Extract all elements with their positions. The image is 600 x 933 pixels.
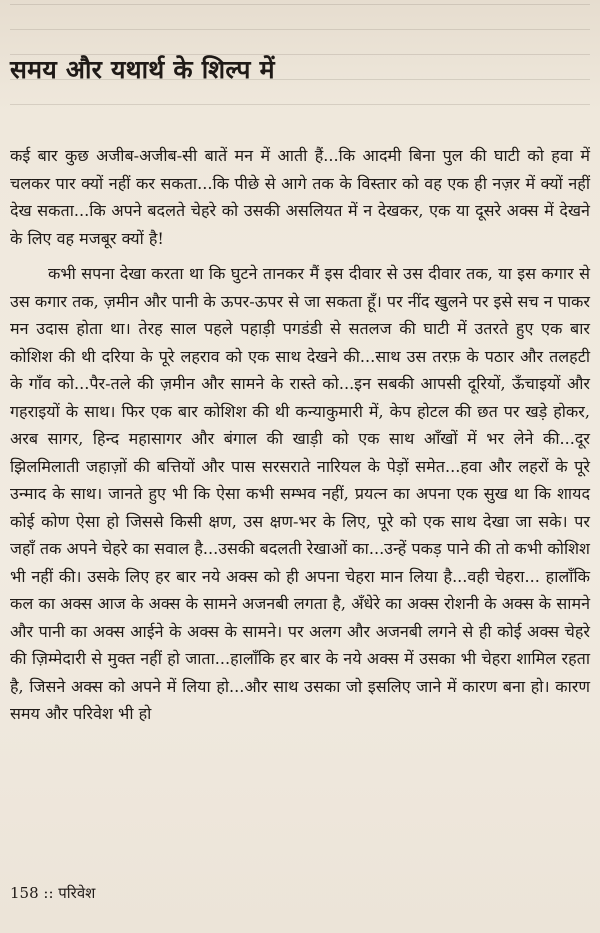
- chapter-title: समय और यथार्थ के शिल्प में: [10, 55, 275, 84]
- paragraph-1: कई बार कुछ अजीब-अजीब-सी बातें मन में आती हैं...कि आदमी बिना पुल की घाटी को हवा में चलकर पार क्यों नहीं कर सकता...कि पीछे से आगे तक के विस्तार को वह एक ही नज़र में क्यों नहीं देख सकता...कि अपने बदलते चेहरे को उसकी असलियत में न देखकर, एक या दूसरे अक्स में देखने के लिए वह मजबूर क्यों है!: [10, 146, 590, 248]
- body-text: [10, 142, 590, 728]
- paragraph-2: कभी सपना देखा करता था कि घुटने तानकर मैं इस दीवार से उस दीवार तक, या इस कगार से उस कगार तक, ज़मीन और पानी के ऊपर-ऊपर से जा सकता हूँ। पर नींद खुलने पर इसे सच न पाकर मन उदास होता था। तेरह साल पहले पहाड़ी पगडंडी से सतलज की घाटी में उतरते हुए एक बार कोशिश की थी दरिया के पूरे लहराव को एक साथ देखने की...साथ उस तरफ़ के पठार और तलहटी के गाँव को...पैर-तले की ज़मीन और सामने के रास्ते को...इन सबकी आपसी दूरियों, ऊँचाइयों और गहराइयों के साथ। फिर एक बार कोशिश की थी कन्याकुमारी में, केप होटल की छत पर खड़े होकर, अरब सागर, हिन्द महासागर और बंगाल की खाड़ी को एक साथ आँखों में भर लेने की...दूर झिलमिलाती जहाज़ों की बत्तियों और पास सरसराते नारियल के पेड़ों समेत...हवा और लहरों के पूरे उन्माद के साथ। जानते हुए भी कि ऐसा कभी सम्भव नहीं, प्रयत्न का अपना एक सुख था कि शायद कोई कोण ऐसा हो जिससे किसी क्षण, उस क्षण-भर के लिए, पूरे को एक साथ देखा जा सके। पर जहाँ तक अपने चेहरे का सवाल है...उसकी बदलती रेखाओं का...उन्हें पकड़ पाने की तो कभी कोशिश भी नहीं की। उसके लिए हर बार नये अक्स को ही अपना चेहरा मान लिया है...वही चेहरा... हालाँकि कल का अक्स आज के अक्स के सामने अजनबी लगता है, अँधेरे का अक्स रोशनी के अक्स के सामने और पानी का अक्स आईने के अक्स के सामने। पर अलग और अजनबी लगने से ही कोई अक्स चेहरे की ज़िम्मेदारी से मुक्त नहीं हो जाता...हालाँकि हर बार के नये अक्स में उसका भी चेहरा शामिल रहता है, जिसने अक्स को अपने में लिया हो...और साथ उसका जो इसलिए जाने में कारण बना हो। कारण समय और परिवेश भी हो: [10, 264, 590, 723]
- page-footer: 158 :: परिवेश: [10, 884, 96, 902]
